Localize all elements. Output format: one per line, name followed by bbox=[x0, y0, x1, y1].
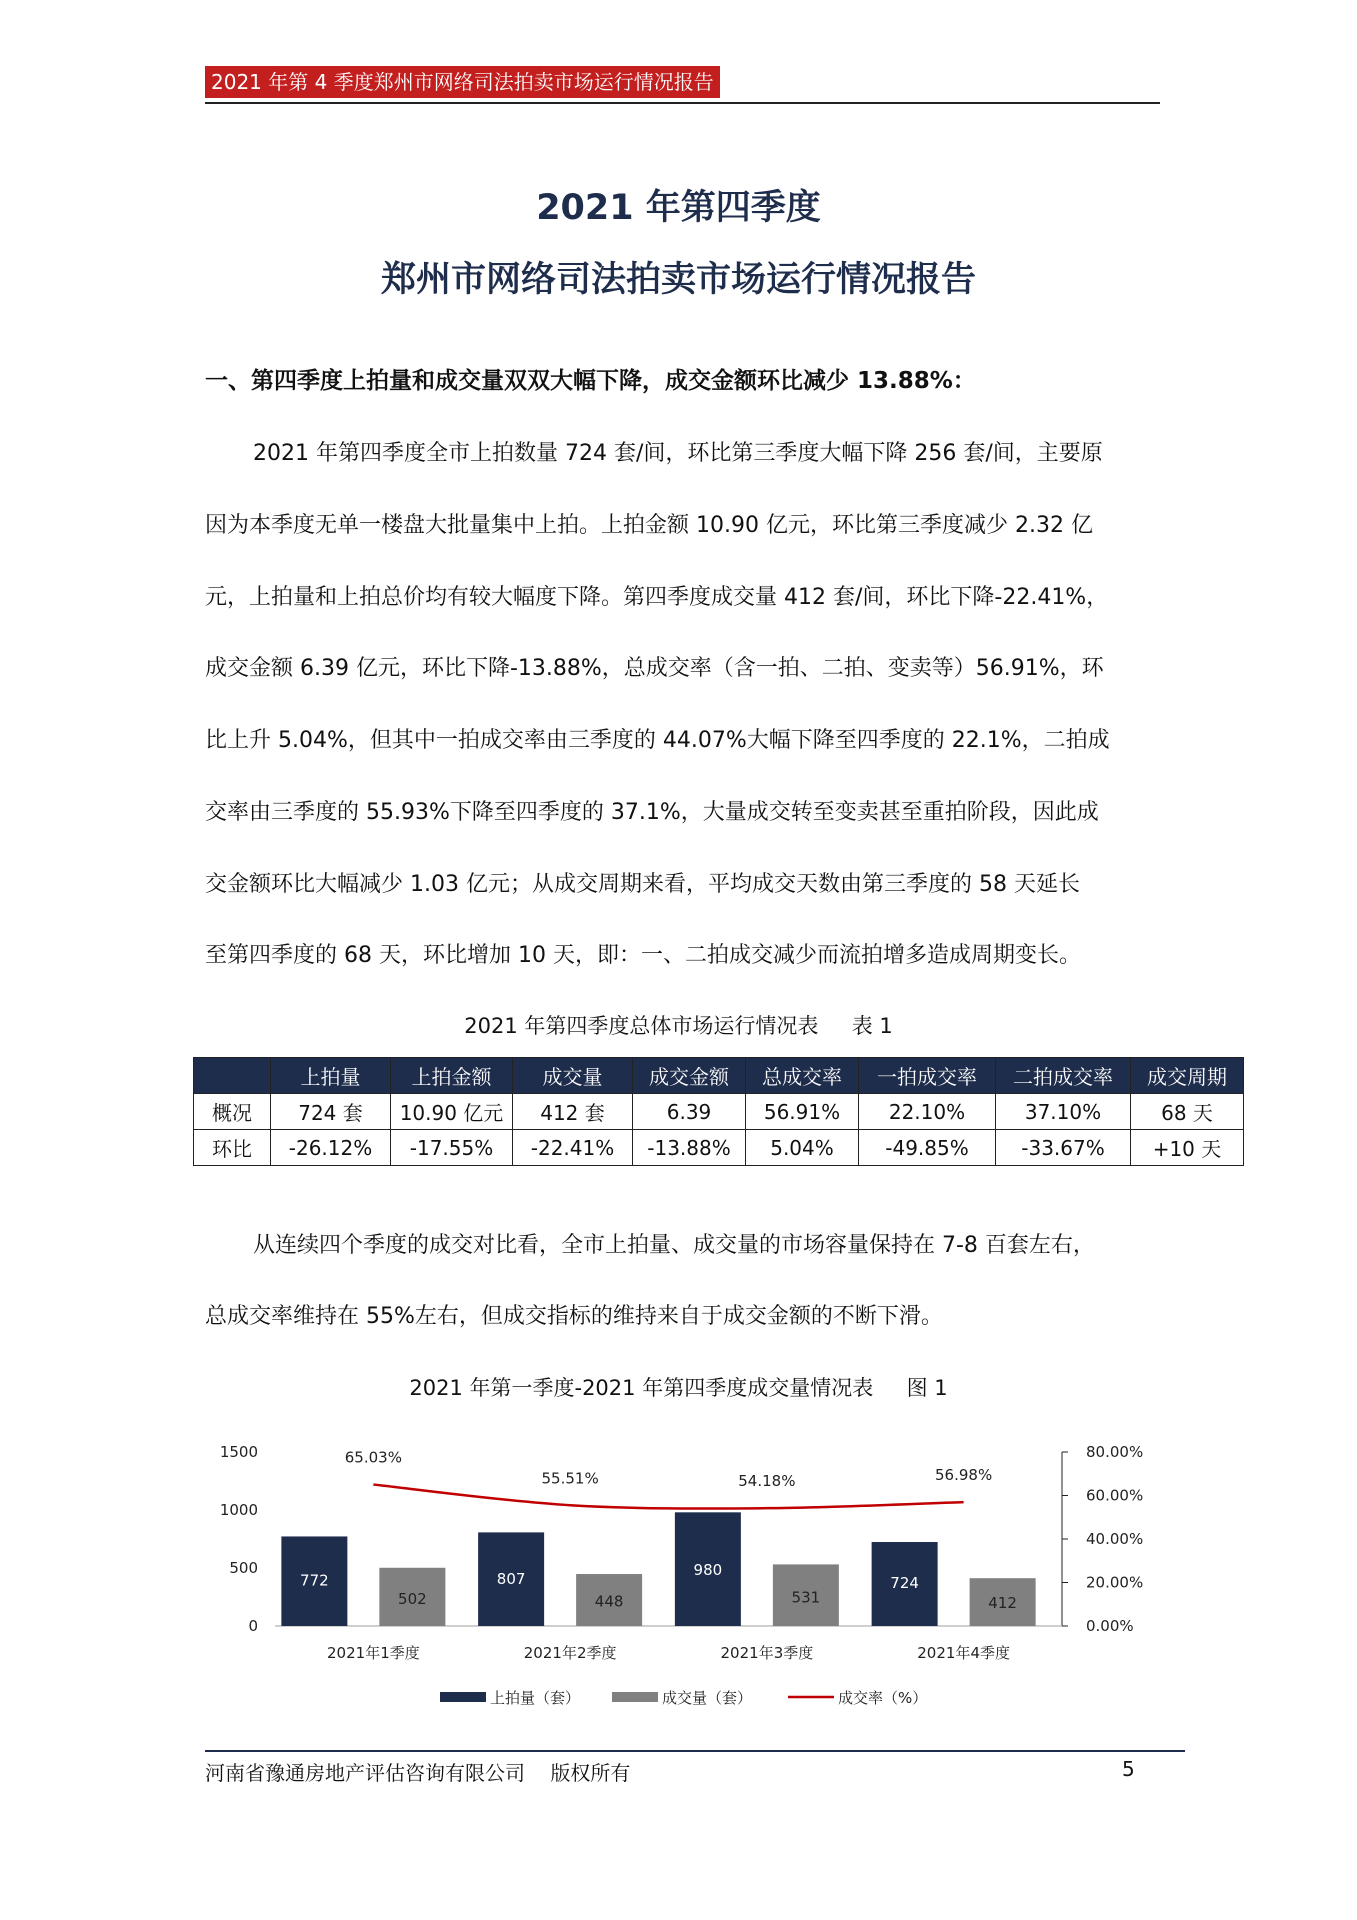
table-cell: -26.12% bbox=[271, 1130, 391, 1166]
report-title-line1: 2021 年第四季度 bbox=[536, 188, 821, 228]
bar-value-label: 807 bbox=[496, 1569, 526, 1588]
footer-divider bbox=[205, 1750, 1185, 1752]
table-header-cell: 成交量 bbox=[513, 1058, 633, 1094]
paragraph-line: 元，上拍量和上拍总价均有较大幅度下降。第四季度成交量 412 套/间，环比下降-22.41%， bbox=[205, 585, 1109, 610]
table-cell: 37.10% bbox=[996, 1094, 1131, 1130]
table-cell: -17.55% bbox=[391, 1130, 513, 1166]
report-title-line2: 郑州市网络司法拍卖市场运行情况报告 bbox=[380, 260, 976, 300]
legend-swatch-listed bbox=[440, 1692, 486, 1702]
footer-credit bbox=[205, 1757, 630, 1786]
y2-axis-tick-label: 20.00% bbox=[1086, 1573, 1144, 1592]
y2-axis-tick-label: 0.00% bbox=[1086, 1617, 1134, 1635]
footer-rights: 版权所有 bbox=[550, 1761, 631, 1785]
bar-value-label: 502 bbox=[398, 1589, 427, 1608]
running-header: 2021 年第 4 季度郑州市网络司法拍卖市场运行情况报告 bbox=[205, 66, 720, 98]
table-caption: 2021 年第四季度总体市场运行情况表 表 1 bbox=[464, 1014, 893, 1038]
x-axis-tick-label: 2021年4季度 bbox=[917, 1644, 1010, 1662]
bar-value-label: 448 bbox=[594, 1592, 624, 1611]
table-cell: 10.90 亿元 bbox=[391, 1094, 513, 1130]
table-cell: 22.10% bbox=[859, 1094, 996, 1130]
bar-value-label: 980 bbox=[693, 1560, 723, 1579]
section-heading: 一、第四季度上拍量和成交量双双大幅下降，成交金额环比减少 13.88%： bbox=[205, 368, 976, 394]
legend-swatch-sold bbox=[612, 1692, 658, 1702]
rate-data-label: 55.51% bbox=[541, 1469, 599, 1488]
table-cell: +10 天 bbox=[1131, 1130, 1244, 1166]
y-axis-tick-label: 0 bbox=[248, 1617, 258, 1635]
paragraph-line: 至第四季度的 68 天，环比增加 10 天，即：一、二拍成交减少而流拍增多造成周期变长。 bbox=[205, 943, 1081, 968]
page-number: 5 bbox=[1122, 1757, 1135, 1781]
y2-axis-tick-label: 60.00% bbox=[1086, 1486, 1144, 1505]
rate-data-label: 65.03% bbox=[344, 1448, 402, 1467]
table-cell: 412 套 bbox=[513, 1094, 633, 1130]
y-axis-tick-label: 1500 bbox=[219, 1443, 258, 1461]
table-cell: 环比 bbox=[194, 1130, 271, 1166]
table-cell: -22.41% bbox=[513, 1130, 633, 1166]
x-axis-tick-label: 2021年1季度 bbox=[327, 1644, 420, 1662]
table-cell: 概况 bbox=[194, 1094, 271, 1130]
y2-axis-tick-label: 80.00% bbox=[1086, 1443, 1144, 1461]
paragraph-line: 交金额环比大幅减少 1.03 亿元；从成交周期来看，平均成交天数由第三季度的 58 天延长 bbox=[205, 872, 1080, 897]
legend-label: 成交量（套） bbox=[662, 1689, 753, 1707]
table-header-cell: 成交金额 bbox=[633, 1058, 746, 1094]
legend-label: 成交率（%） bbox=[838, 1689, 928, 1707]
paragraph-line: 因为本季度无单一楼盘大批量集中上拍。上拍金额 10.90 亿元，环比第三季度减少 2.32 亿 bbox=[205, 513, 1093, 538]
table-cell: 5.04% bbox=[746, 1130, 859, 1166]
table-cell: 724 套 bbox=[271, 1094, 391, 1130]
table-header-row bbox=[194, 1058, 1244, 1094]
table-row bbox=[194, 1094, 1244, 1130]
x-axis-tick-label: 2021年3季度 bbox=[720, 1644, 814, 1662]
legend-label: 上拍量（套） bbox=[490, 1689, 581, 1707]
chart-caption: 2021 年第一季度-2021 年第四季度成交量情况表 图 1 bbox=[409, 1376, 948, 1400]
rate-data-label: 56.98% bbox=[935, 1466, 993, 1485]
header-divider bbox=[205, 102, 1160, 104]
summary-table bbox=[193, 1057, 1244, 1166]
paragraph-line: 交率由三季度的 55.93%下降至四季度的 37.1%，大量成交转至变卖甚至重拍阶段，因此成 bbox=[205, 800, 1099, 825]
table-cell: -49.85% bbox=[859, 1130, 996, 1166]
paragraph-line: 成交金额 6.39 亿元，环比下降-13.88%，总成交率（含一拍、二拍、变卖等）56.91%，环 bbox=[205, 656, 1104, 681]
table-header-cell: 上拍金额 bbox=[391, 1058, 513, 1094]
table-cell: 56.91% bbox=[746, 1094, 859, 1130]
bar-value-label: 724 bbox=[890, 1574, 919, 1593]
table-header-cell: 上拍量 bbox=[271, 1058, 391, 1094]
table-cell: 6.39 bbox=[633, 1094, 746, 1130]
table-header-cell: 一拍成交率 bbox=[859, 1058, 996, 1094]
table-header-cell: 成交周期 bbox=[1131, 1058, 1244, 1094]
table-cell: -13.88% bbox=[633, 1130, 746, 1166]
bar-value-label: 412 bbox=[988, 1593, 1017, 1612]
table-header-cell: 总成交率 bbox=[746, 1058, 859, 1094]
bar-value-label: 772 bbox=[300, 1571, 329, 1590]
paragraph-line: 2021 年第四季度全市上拍数量 724 套/间，环比第三季度大幅下降 256 套/间，主要原 bbox=[253, 441, 1103, 466]
rate-line bbox=[373, 1485, 963, 1509]
paragraph-line: 总成交率维持在 55%左右，但成交指标的维持来自于成交金额的不断下滑。 bbox=[205, 1304, 943, 1329]
footer-company: 河南省豫通房地产评估咨询有限公司 bbox=[205, 1761, 525, 1785]
y2-axis-tick-label: 40.00% bbox=[1086, 1530, 1144, 1548]
table-header-cell bbox=[194, 1058, 271, 1094]
y-axis-tick-label: 1000 bbox=[219, 1501, 258, 1519]
rate-data-label: 54.18% bbox=[738, 1472, 796, 1491]
volume-rate-chart bbox=[200, 1430, 1180, 1730]
table-cell: 68 天 bbox=[1131, 1094, 1244, 1130]
table-cell: -33.67% bbox=[996, 1130, 1131, 1166]
table-header-cell: 二拍成交率 bbox=[996, 1058, 1131, 1094]
table-row bbox=[194, 1130, 1244, 1166]
x-axis-tick-label: 2021年2季度 bbox=[523, 1644, 617, 1662]
paragraph-line: 从连续四个季度的成交对比看，全市上拍量、成交量的市场容量保持在 7-8 百套左右， bbox=[253, 1233, 1095, 1258]
paragraph-line: 比上升 5.04%，但其中一拍成交率由三季度的 44.07%大幅下降至四季度的 22.1%，二拍成 bbox=[205, 728, 1110, 753]
y-axis-tick-label: 500 bbox=[229, 1559, 258, 1577]
bar-value-label: 531 bbox=[791, 1588, 821, 1607]
